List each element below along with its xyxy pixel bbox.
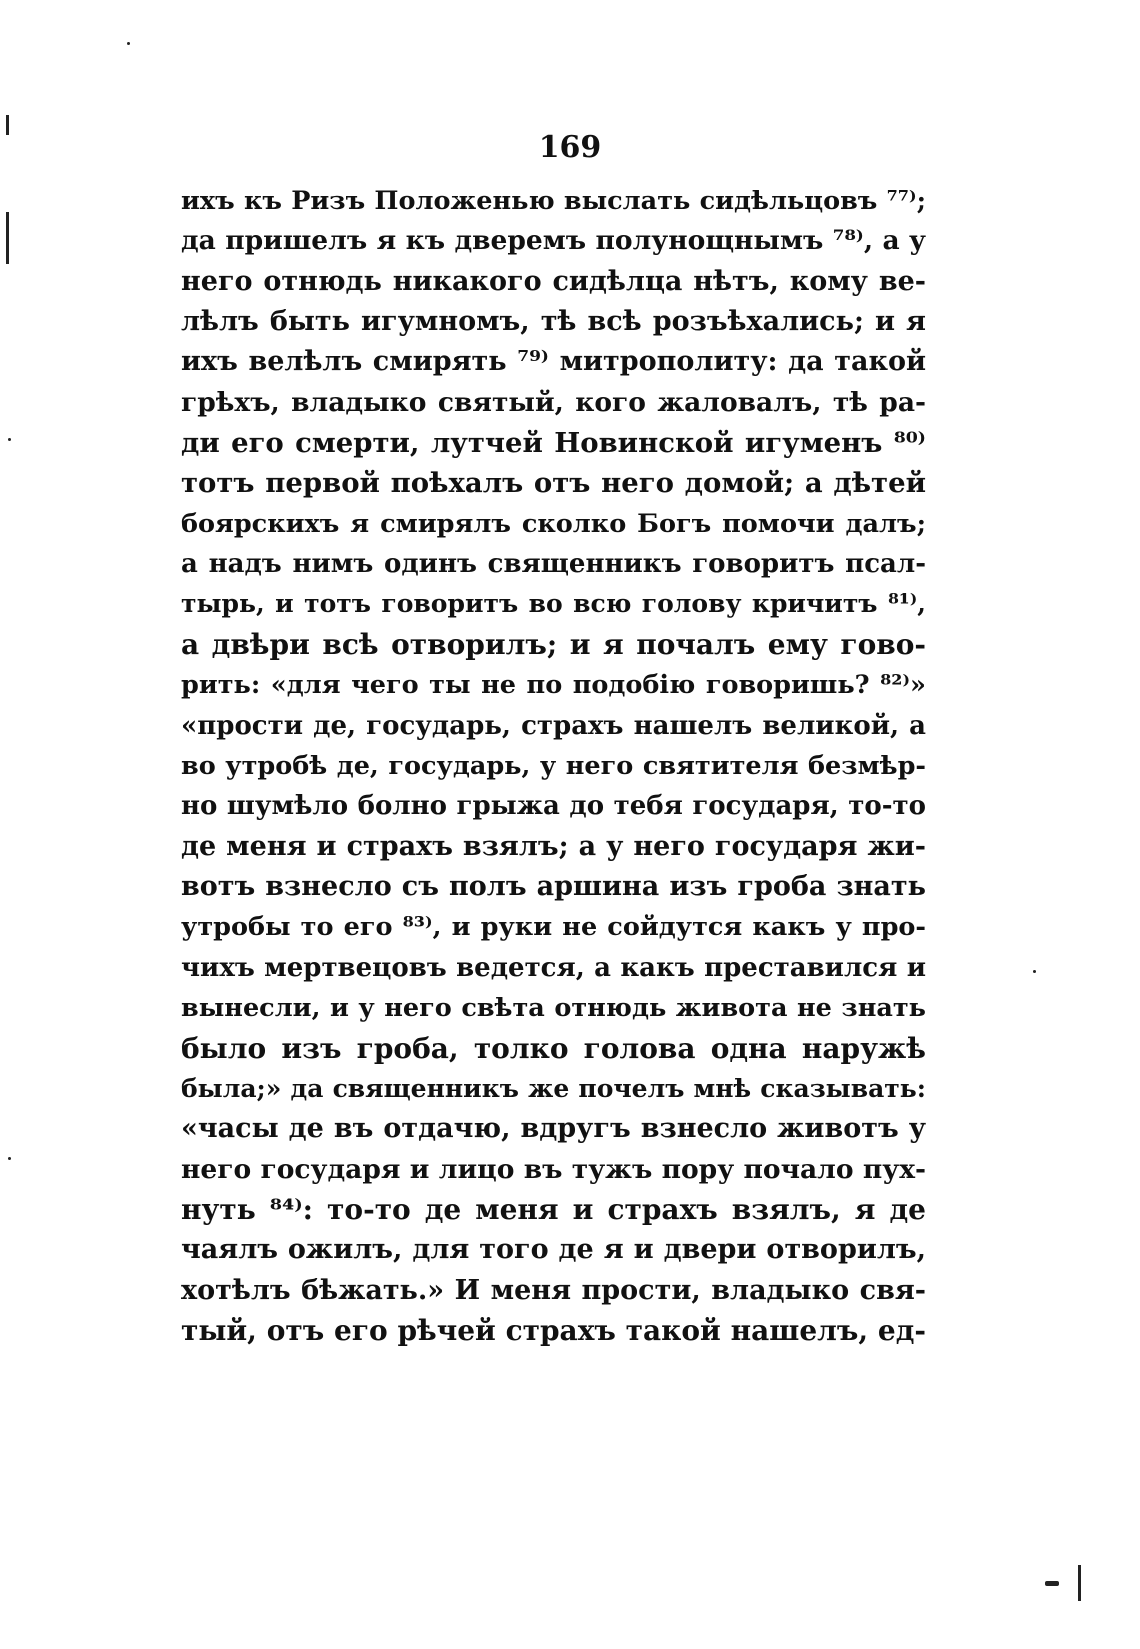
text-line: тотъ первой поѣхалъ отъ него домой; а дѣтей bbox=[181, 467, 926, 499]
page-number: 169 bbox=[538, 130, 602, 165]
text-line: ди его смерти, лутчей Новинской игуменъ ⁸⁰⁾ bbox=[181, 427, 926, 459]
text-line: да пришелъ я къ дверемъ полунощнымъ ⁷⁸⁾, а у bbox=[181, 225, 926, 256]
text-line: а надъ нимъ одинъ священникъ говоритъ псал- bbox=[181, 549, 926, 579]
text-line: «прости де, государь, страхъ нашелъ великой, а bbox=[181, 711, 926, 741]
text-line: ихъ велѣлъ смирять ⁷⁹⁾ митрополиту: да такой bbox=[181, 346, 926, 377]
text-line: «часы де въ отдачю, вдругъ взнесло животъ у bbox=[181, 1113, 926, 1144]
text-line: де меня и страхъ взялъ; а у него государя жи- bbox=[181, 831, 926, 862]
text-line: него государя и лицо въ тужъ пору почало пух- bbox=[181, 1154, 926, 1185]
text-line: чихъ мертвецовъ ведется, а какъ преставился и bbox=[181, 953, 926, 983]
text-line: рить: «для чего ты не по подобію говоришь? ⁸²⁾» bbox=[181, 670, 926, 700]
text-line: ихъ къ Ризъ Положенью выслать сидѣльцовъ ⁷⁷⁾; bbox=[181, 186, 926, 216]
text-line: тырь, и тотъ говоритъ во всю голову кричитъ ⁸¹⁾, bbox=[181, 589, 926, 618]
margin-rule-mark bbox=[1078, 1565, 1081, 1601]
text-line: вотъ взнесло съ полъ аршина изъ гроба знать bbox=[181, 871, 926, 902]
text-line: него отнюдь никакого сидѣлца нѣтъ, кому ве- bbox=[181, 266, 926, 297]
text-line: нуть ⁸⁴⁾: то-то де меня и страхъ взялъ, я де bbox=[181, 1193, 926, 1226]
text-line: утробы то его ⁸³⁾, и руки не сойдутся какъ у про- bbox=[181, 912, 926, 942]
margin-speck bbox=[1033, 970, 1036, 973]
text-line: вынесли, и у него свѣта отнюдь живота не знать bbox=[181, 993, 926, 1023]
margin-speck bbox=[8, 438, 11, 441]
text-line: было изъ гроба, толко голова одна наружѣ bbox=[181, 1032, 926, 1065]
body-text bbox=[181, 0, 926, 1649]
text-line: тый, отъ его рѣчей страхъ такой нашелъ, ед- bbox=[181, 1314, 926, 1347]
margin-speck bbox=[1045, 1581, 1059, 1586]
text-line: во утробѣ де, государь, у него святителя безмѣр- bbox=[181, 751, 926, 781]
text-line: лѣлъ быть игумномъ, тѣ всѣ розъѣхались; и я bbox=[181, 306, 926, 337]
text-line: хотѣлъ бѣжать.» И меня прости, владыко свя- bbox=[181, 1275, 926, 1306]
text-line: грѣхъ, владыко святый, кого жаловалъ, тѣ ра- bbox=[181, 387, 926, 418]
margin-speck bbox=[127, 42, 130, 45]
text-line: а двѣри всѣ отворилъ; и я почалъ ему гово- bbox=[181, 628, 926, 661]
text-line: чаялъ ожилъ, для того де я и двери отворилъ, bbox=[181, 1234, 926, 1265]
text-line: боярскихъ я смирялъ сколко Богъ помочи далъ; bbox=[181, 509, 926, 539]
text-line: но шумѣло болно грыжа до тебя государя, то-то bbox=[181, 791, 926, 821]
text-line: была;» да священникъ же почелъ мнѣ сказывать: bbox=[181, 1074, 926, 1103]
margin-speck bbox=[8, 1157, 11, 1160]
margin-rule-mark bbox=[6, 212, 9, 264]
